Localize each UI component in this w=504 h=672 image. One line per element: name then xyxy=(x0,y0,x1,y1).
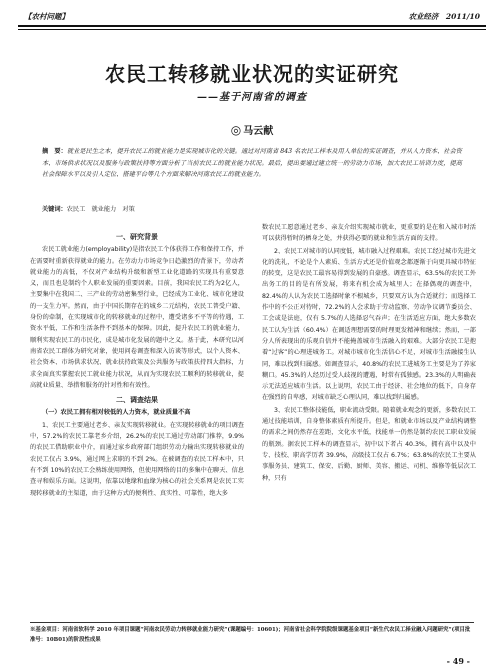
keywords-label: 关键词： xyxy=(42,206,67,213)
section-heading-background: 一、研究背景 xyxy=(116,232,158,241)
keywords-text: 农民工 就业能力 对策 xyxy=(66,206,135,213)
right-column xyxy=(262,222,476,485)
keywords xyxy=(42,204,462,216)
circle-mark-icon: ◎ xyxy=(230,123,242,137)
header-journal-issue: 农业经济 2011/10 xyxy=(408,12,480,21)
article-title: 农民工转移就业状况的实证研究 xyxy=(105,62,399,86)
paragraph: 2、农民工对城市的认同度低，城市融入过程艰难。农民工经过城市先进文化的洗礼，不论是个人素质、生活方式还是价值观念都逐渐于向更具城市特征的转变，这是农民工最容易得到发展的自豪感。调查显示，63.5%的农民工外出务工的目的是有所发展，将来有机会成为城里人；在择偶观的调查中，82.4%的人认为农民工选择时象不根城乡，只要双方认为合适就行；而选择工作中的不公正对待时，72.2%的人会求助于劳动监察、劳动争议调节委员会、工会或是法庭，仅有 5.7%的人选择忍气吞声；在生活适应方面，绝大多数农民工认为生活（60.4%）在调适理想需要的时理更发精神和继续；然而，一部分人所表现出的乐观自信并不能掩盖城市生活融入的艰难。大部分农民工是抱着“过客”的心理进城务工。对城市城市化生活信心不足，对城市生活融接生认同，难以找到归属感。如调查显示，40.8%的农民工进城务工主要是为了养家糊口。45.3%的人经历过受人歧视的遭遇，时常有孤独感。23.3%的人明确表示无法适应城市生活。以上说明，农民工由于经济、社会地位的低下，自身存在强烈的自卑感，对城市缺乏心理认同，难以找到归属感。 xyxy=(262,247,476,402)
abstract xyxy=(42,146,462,181)
article-subtitle: ——基于河南省的调查 xyxy=(197,92,307,103)
paragraph: 3、农民工整体技能低，职业流动受限。随着就业观念的更新，多数农民工通过技能培训，自身整体素质有所提升。但是，和就业市场以及产业结构调整的需求之间仍然存在差距，文化水平低，找能单一仍然是制约农民工职业发展的瓶颈。据农民工样本的调查显示，初中以下者占 40.3%，拥有高中以及中专、技校、职高学历者 39.9%，高级技工仅占 6.7%；63.8%的农民工主要从事服务员、建筑工、保安、后勤、厨师、美容、搬运、司机、维修等低层次工种，只有 xyxy=(262,406,476,482)
running-header xyxy=(18,9,486,23)
footnote-rule xyxy=(30,622,474,623)
subsection-heading: （一）农民工拥有相对较低的人力资本，就业质量不高 xyxy=(42,409,191,417)
paragraph: 1、农民工主要通过老乡、亲友实现转移就业。在实现转移就业的项目调查中，57.2%的农民工靠老乡介绍，26.2%的农民工通过劳动部门推荐，9.9%的农民工借助职业中介，而通过家乡政府部门组织劳动力输出实现转移就业的农民工仅占 3.9%，通过网上求职的不到 2%。在被调查的农民工样本中，只有不到 10%的农民工会熟练使用网络，但使用网络的目的多集中在聊天、信息查寻和娱乐方面。这说明，依靠以地缘和血缘为核心的社会关系网是农民工实现转移就业的主渠道，由于这种方式的便利性、真实性、可靠性，绝大多 xyxy=(30,421,244,497)
author-name: 马云献 xyxy=(243,126,274,137)
header-rule-thin xyxy=(18,29,486,30)
author-line xyxy=(0,122,504,137)
abstract-text: 就业是民生之本，提升农民工的就业能力是实现城市化的关键。通过对河南省 843 名农民工样本及用人单位的实证调查，并从人力资本、社会资本、市场供求状况以及服务与政策扶持等方面分析了当前农民工的就业能力状况。最后，提出要通过建立统一的劳动力市场，加大农民工培训力度，提高社会保障水平以及引人定位、搭建平台等几个方面来解决河南农民工的就业能力。 xyxy=(42,148,462,178)
abstract-label: 摘 要： xyxy=(42,148,67,155)
footnote: ※基金项目：河南省软科学 2010 年项目课题“河南农民劳动力转移就业能力研究”(课题编号：10601)；河南省社会科学院院级课题基金项目“新生代农民工择业融入问题研究”(项目批准号：10B01)的阶段性成果 xyxy=(30,627,471,643)
header-section-label: 【农村问题】 xyxy=(24,12,69,21)
left-column xyxy=(30,228,244,500)
paragraph: 数农民工愿意通过老乡、亲友介绍实现城市就业，更重要的是在和入城市时活可以获得暂时的栖身之处，并获得必要的就业和生活方面的支持。 xyxy=(262,224,476,243)
paragraph: 农民工就业能力(employability)是指农民工个体获得工作和保持工作，并在需要时重新获得就业的能力。在劳动力市场竞争日趋激烈的背景下，劳动者就业能力的高低，不仅对产业结构升级和新型工业化道路的实现具有重要意义，而且也是制约个人职业发展的重要因素。目前，我国农民工约为2亿人，主要集中在我国二、三产业的劳动密集型行业，已经成为工业化、城市化建设的一支生力军。然而，由于中国长期存在的城乡二元结构，农民工普受户籍、身份的牵制，在实现城市化的转移就业的过程中，遭受诸多不平等的待遇，工资水平低，工作和生活条件不到基本的保障。因此，提升农民工的就业能力，顺利实现农民工的市民化，成是城市化发展的题中之义。基于此，本研究以河南省农民工群体为研究对象，使用问卷调查和深入访谈等形式，以个人资本、社会资本、市场供求状况、就业扶持政策及公共服务与政策扶持四大指标，力求全面真实掌握农民工就业能力状况，从而为实现农民工顺利的转移就业，提高就业质量、举措和服务的针对性和有效性。 xyxy=(30,246,244,389)
page-number: - 49 - xyxy=(446,656,470,666)
header-rule-thick xyxy=(18,25,486,27)
section-heading-results: 二、调查结果 xyxy=(116,395,158,405)
